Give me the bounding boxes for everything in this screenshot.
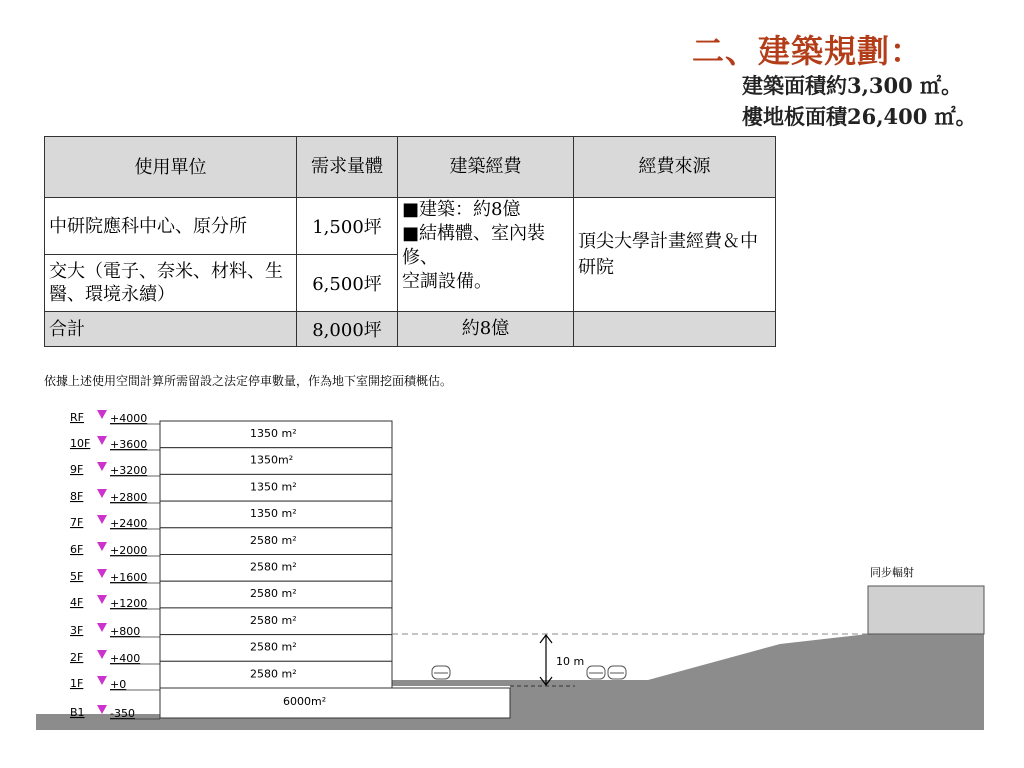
- level-marker-icon: [97, 650, 107, 659]
- floor-area-label: 2580 m²: [250, 613, 297, 627]
- floor-name-label: RF: [70, 411, 84, 424]
- floor-name-label: 1F: [70, 677, 84, 690]
- synchrotron-building: [868, 586, 984, 634]
- floor-name-label: 5F: [70, 570, 84, 583]
- demand-cell: 1,500坪: [297, 198, 398, 255]
- building-floors: [160, 421, 392, 688]
- synchrotron-label: 同步輻射: [870, 566, 914, 579]
- demand-cell: 6,500坪: [297, 255, 398, 312]
- floor-name-label: 10F: [70, 437, 91, 450]
- elevation-label: +3200: [110, 464, 148, 477]
- slide-title: 二、建築規劃：: [692, 32, 924, 70]
- elevation-label: +2800: [110, 491, 148, 504]
- total-cost-cell: 約8億: [398, 312, 574, 347]
- parking-note: 依據上述使用空間計算所需留設之法定停車數量，作為地下室開挖面積概估。: [44, 374, 453, 388]
- elevation-label: +2400: [110, 517, 148, 530]
- level-marker-icon: [97, 462, 107, 471]
- floor-area-label: 2580 m²: [250, 640, 297, 654]
- level-marker-icon: [97, 569, 107, 578]
- total-label-cell: 合計: [45, 312, 297, 347]
- level-marker-icon: [97, 489, 107, 498]
- unit-cell: 中研院應科中心、原分所: [45, 198, 297, 255]
- height-label: 10 m: [556, 655, 585, 668]
- floor-area-label: 1350 m²: [250, 507, 297, 521]
- elevation-label: +1600: [110, 571, 148, 584]
- level-marker-icon: [97, 595, 107, 604]
- unit-cell: 交大（電子、奈米、材料、生醫、環境永續）: [45, 255, 297, 312]
- level-marker-icon: [97, 410, 107, 419]
- floor-name-label: 3F: [70, 624, 84, 637]
- level-marker-icon: [97, 676, 107, 685]
- floor-area-label: 2580 m²: [250, 667, 297, 681]
- basement-area-label: 6000m²: [283, 695, 327, 708]
- floor-name-label: B1: [70, 706, 85, 719]
- level-marker-icon: [97, 542, 107, 551]
- floor-name-label: 8F: [70, 490, 84, 503]
- floor-name-label: 4F: [70, 596, 84, 609]
- elevation-label: -350: [110, 707, 135, 720]
- floor-name-label: 7F: [70, 516, 84, 529]
- basement-block: [160, 688, 510, 718]
- level-marker-icon: [97, 705, 107, 714]
- floor-area-label: 2580 m²: [250, 533, 297, 547]
- floor-name-label: 9F: [70, 463, 84, 476]
- header-demand: 需求量體: [297, 137, 398, 198]
- level-marker-icon: [97, 623, 107, 632]
- floor-name-label: 2F: [70, 651, 84, 664]
- floor-area-label: 2580 m²: [250, 587, 297, 601]
- elevation-label: +800: [110, 625, 141, 638]
- cost-cell: ■建築：約8億 ■結構體、室內裝修、 空調設備。: [398, 198, 574, 312]
- elevation-label: +1200: [110, 597, 148, 610]
- elevation-label: +2000: [110, 544, 148, 557]
- source-cell: 頂尖大學計畫經費＆中研院: [574, 198, 776, 312]
- floor-area-label: 2580 m²: [250, 560, 297, 574]
- level-marker-icon: [97, 515, 107, 524]
- level-marker-icon: [97, 436, 107, 445]
- header-source: 經費來源: [574, 137, 776, 198]
- building-area-text: 建築面積約3,300 ㎡。: [742, 73, 963, 98]
- header-cost: 建築經費: [398, 137, 574, 198]
- total-demand-cell: 8,000坪: [297, 312, 398, 347]
- car-icon: [608, 666, 626, 679]
- elevation-label: +3600: [110, 438, 148, 451]
- floor-name-label: 6F: [70, 543, 84, 556]
- header-unit: 使用單位: [45, 137, 297, 198]
- floor-area-text: 樓地板面積26,400 ㎡。: [742, 104, 977, 129]
- elevation-label: +4000: [110, 412, 148, 425]
- car-icon: [587, 666, 605, 679]
- elevation-label: +0: [110, 678, 127, 691]
- floor-area-label: 1350 m²: [250, 480, 297, 494]
- elevation-label: +400: [110, 652, 141, 665]
- level-labels: [70, 410, 160, 720]
- floor-area-label: 1350 m²: [250, 427, 297, 440]
- car-icon: [432, 666, 450, 679]
- floor-area-label: 1350m²: [250, 453, 294, 467]
